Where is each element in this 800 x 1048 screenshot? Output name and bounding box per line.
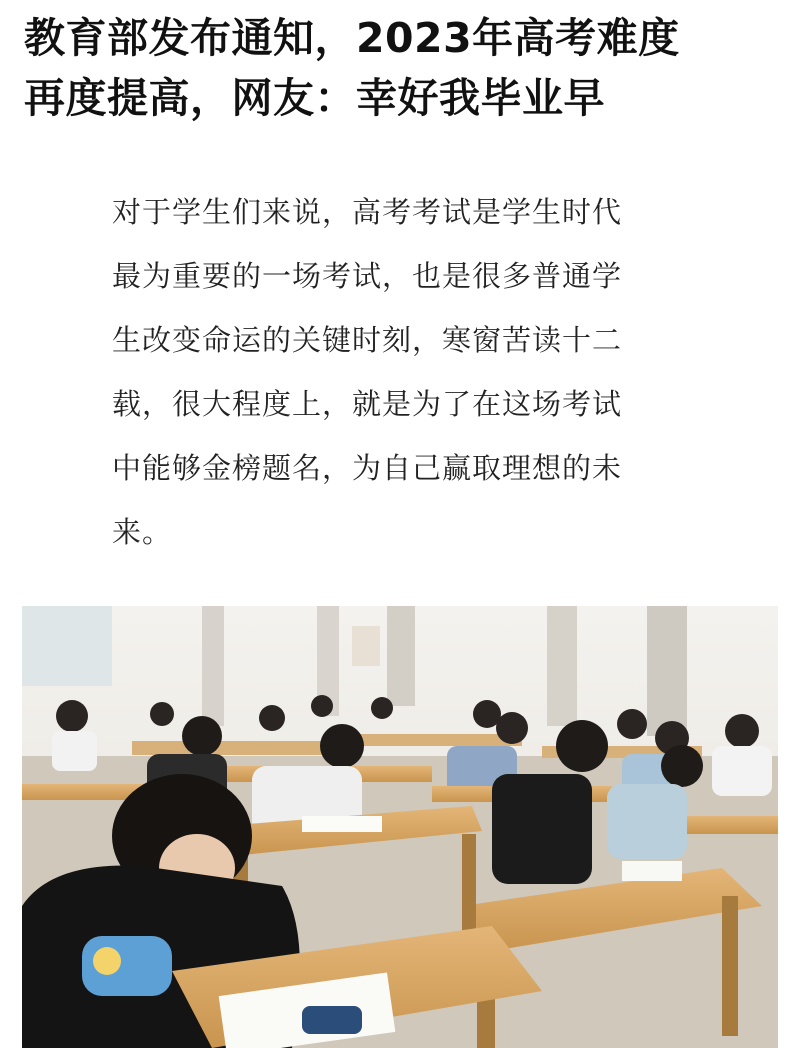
paragraph-line: 载，很大程度上，就是为了在这场考试: [112, 387, 623, 421]
paragraph-line: 对于学生们来说，高考考试是学生时代: [112, 195, 623, 229]
paragraph-line: 最为重要的一场考试，也是很多普通学: [112, 259, 623, 293]
article-paragraph: [112, 180, 692, 564]
exam-hall-photo: [22, 606, 778, 1048]
title-line: 教育部发布通知，2023年高考难度: [24, 14, 680, 62]
paragraph-line: 中能够金榜题名，为自己赢取理想的未: [112, 451, 623, 485]
article-title: [24, 8, 784, 128]
paragraph-line: 生改变命运的关键时刻，寒窗苦读十二: [112, 323, 623, 357]
paragraph-line: 来。: [112, 515, 173, 549]
title-line: 再度提高，网友：幸好我毕业早: [24, 74, 605, 122]
